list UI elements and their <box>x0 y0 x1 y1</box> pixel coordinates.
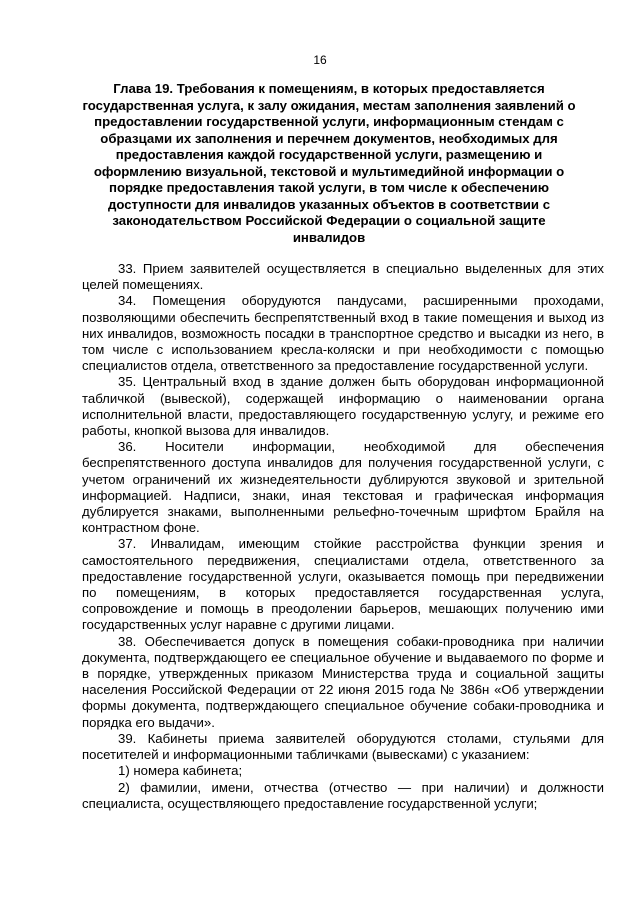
paragraph-36: 36. Носители информации, необходимой для обеспечения беспрепятственного доступа инвалидов для получения государственной услуги, с учетом ограничений их жизнедеятельности дублируются звуковой и зрительной информацией. Надписи, знаки, иная текстовая и графическая информация дублируется знаками, выполненными рельефно-точечным шрифтом Брайля на контрастном фоне. <box>82 439 604 536</box>
paragraph-39: 39. Кабинеты приема заявителей оборудуются столами, стульями для посетителей и информационными табличками (вывесками) с указанием: <box>82 730 604 763</box>
paragraph-33: 33. Прием заявителей осуществляется в специально выделенных для этих целей помещениях. <box>82 261 604 293</box>
paragraph-38: 38. Обеспечивается допуск в помещения собаки-проводника при наличии документа, подтверждающего ее специальное обучение и выдаваемого по форме и в порядке, утвержденных приказом Министерства труда и социальной защиты населения Российской Федерации от 22 июня 2015 года № 386н «Об утверждении формы документа, подтверждающего специальное обучение собаки-проводника и порядка его выдачи». <box>82 633 604 730</box>
chapter-title: Глава 19. Требования к помещениям, в которых предоставляется государственная услуга, к залу ожидания, местам заполнения заявлений о предоставлении государственной услуги, информационным стендам с образцами их заполнения и перечнем документов, необходимых для предоставления каждой государственной услуги, размещению и оформлению визуальной, текстовой и мультимедийной информации о порядке предоставления такой услуги, в том числе к обеспечению доступности для инвалидов указанных объектов в соответствии с законодательством Российской Федерации о социальной защите инвалидов <box>82 81 576 245</box>
paragraph-34: 34. Помещения оборудуются пандусами, расширенными проходами, позволяющими обеспечить беспрепятственный вход в такие помещения и выход из них инвалидов, возможность посадки в транспортное средство и высадки из него, в том числе с использованием кресла-коляски и при необходимости с помощью специалистов отдела, ответственного за предоставление государственной услуги. <box>82 293 604 374</box>
document-body <box>82 261 604 812</box>
paragraph-37: 37. Инвалидам, имеющим стойкие расстройства функции зрения и самостоятельного передвижения, специалистами отдела, ответственного за предоставление государственной услуги, оказывается помощь при передвижении по помещениям, в которых предоставляется государственная услуга, сопровождение и помощь в преодолении барьеров, мешающих получению ими государственных услуг наравне с другими лицами. <box>82 536 604 633</box>
list-item-1: 1) номера кабинета; <box>118 763 243 779</box>
page-number: 16 <box>313 53 327 67</box>
list-item-2: 2) фамилии, имени, отчества (отчество — при наличии) и должности специалиста, осуществляющего предоставление государственной услуги; <box>82 779 604 811</box>
paragraph-35: 35. Центральный вход в здание должен быть оборудован информационной табличкой (вывеской), содержащей информацию о наименовании органа исполнительной власти, предоставляющего государственную услугу, и режиме его работы, кнопкой вызова для инвалидов. <box>82 374 604 439</box>
